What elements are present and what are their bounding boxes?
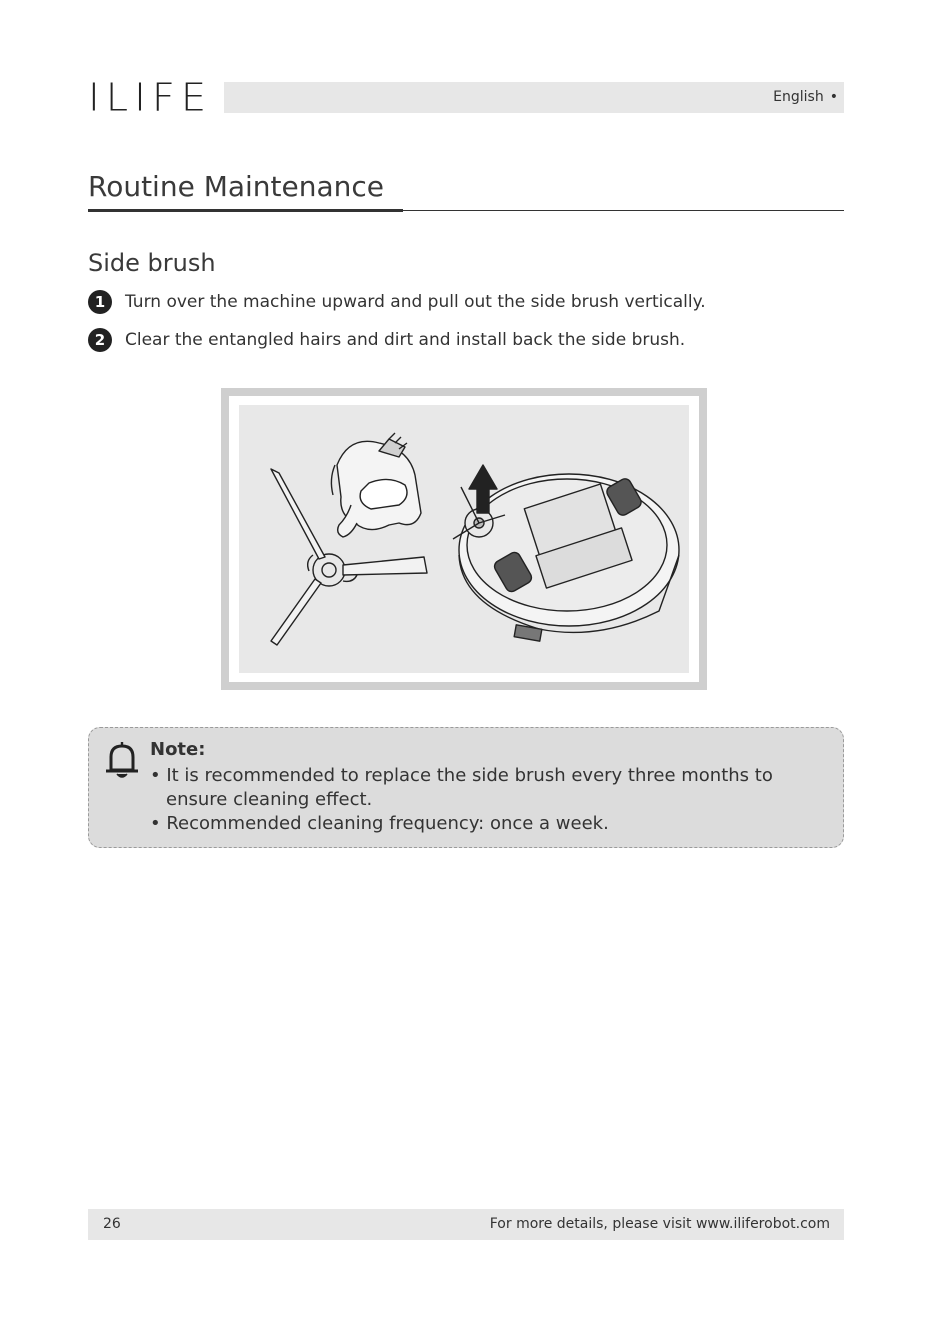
note-box (88, 727, 844, 848)
note-line-3: • Recommended cleaning frequency: once a week. (150, 813, 609, 834)
page-number: 26 (103, 1216, 121, 1232)
brand-logo: ILIFE (88, 76, 213, 120)
step-number-badge: 2 (88, 328, 112, 352)
section-title: Routine Maintenance (88, 170, 385, 203)
title-rule (403, 210, 844, 211)
step-1 (88, 290, 706, 314)
language-text: English (773, 89, 824, 105)
header-bar (224, 82, 844, 113)
step-text: Turn over the machine upward and pull out the side brush vertically. (125, 292, 706, 312)
side-brush-removal-drawing (239, 405, 689, 673)
step-2 (88, 328, 685, 352)
side-brush-illustration (239, 405, 689, 673)
note-line-1: • It is recommended to replace the side brush every three months to (150, 765, 773, 786)
step-number-badge: 1 (88, 290, 112, 314)
subsection-title: Side brush (88, 249, 216, 277)
footer-bar (88, 1209, 844, 1240)
illustration-frame (221, 388, 707, 690)
language-bullet: • (829, 89, 838, 105)
illustration-border (229, 396, 699, 682)
hand-drawing (331, 433, 421, 537)
note-line-2: ensure cleaning effect. (166, 789, 373, 810)
step-text: Clear the entangled hairs and dirt and install back the side brush. (125, 330, 686, 350)
title-underline (88, 209, 403, 212)
note-title: Note: (150, 739, 206, 760)
bell-icon (105, 740, 139, 784)
language-label (773, 89, 838, 105)
footer-website-text: For more details, please visit www.iliferobot.com (489, 1216, 830, 1232)
